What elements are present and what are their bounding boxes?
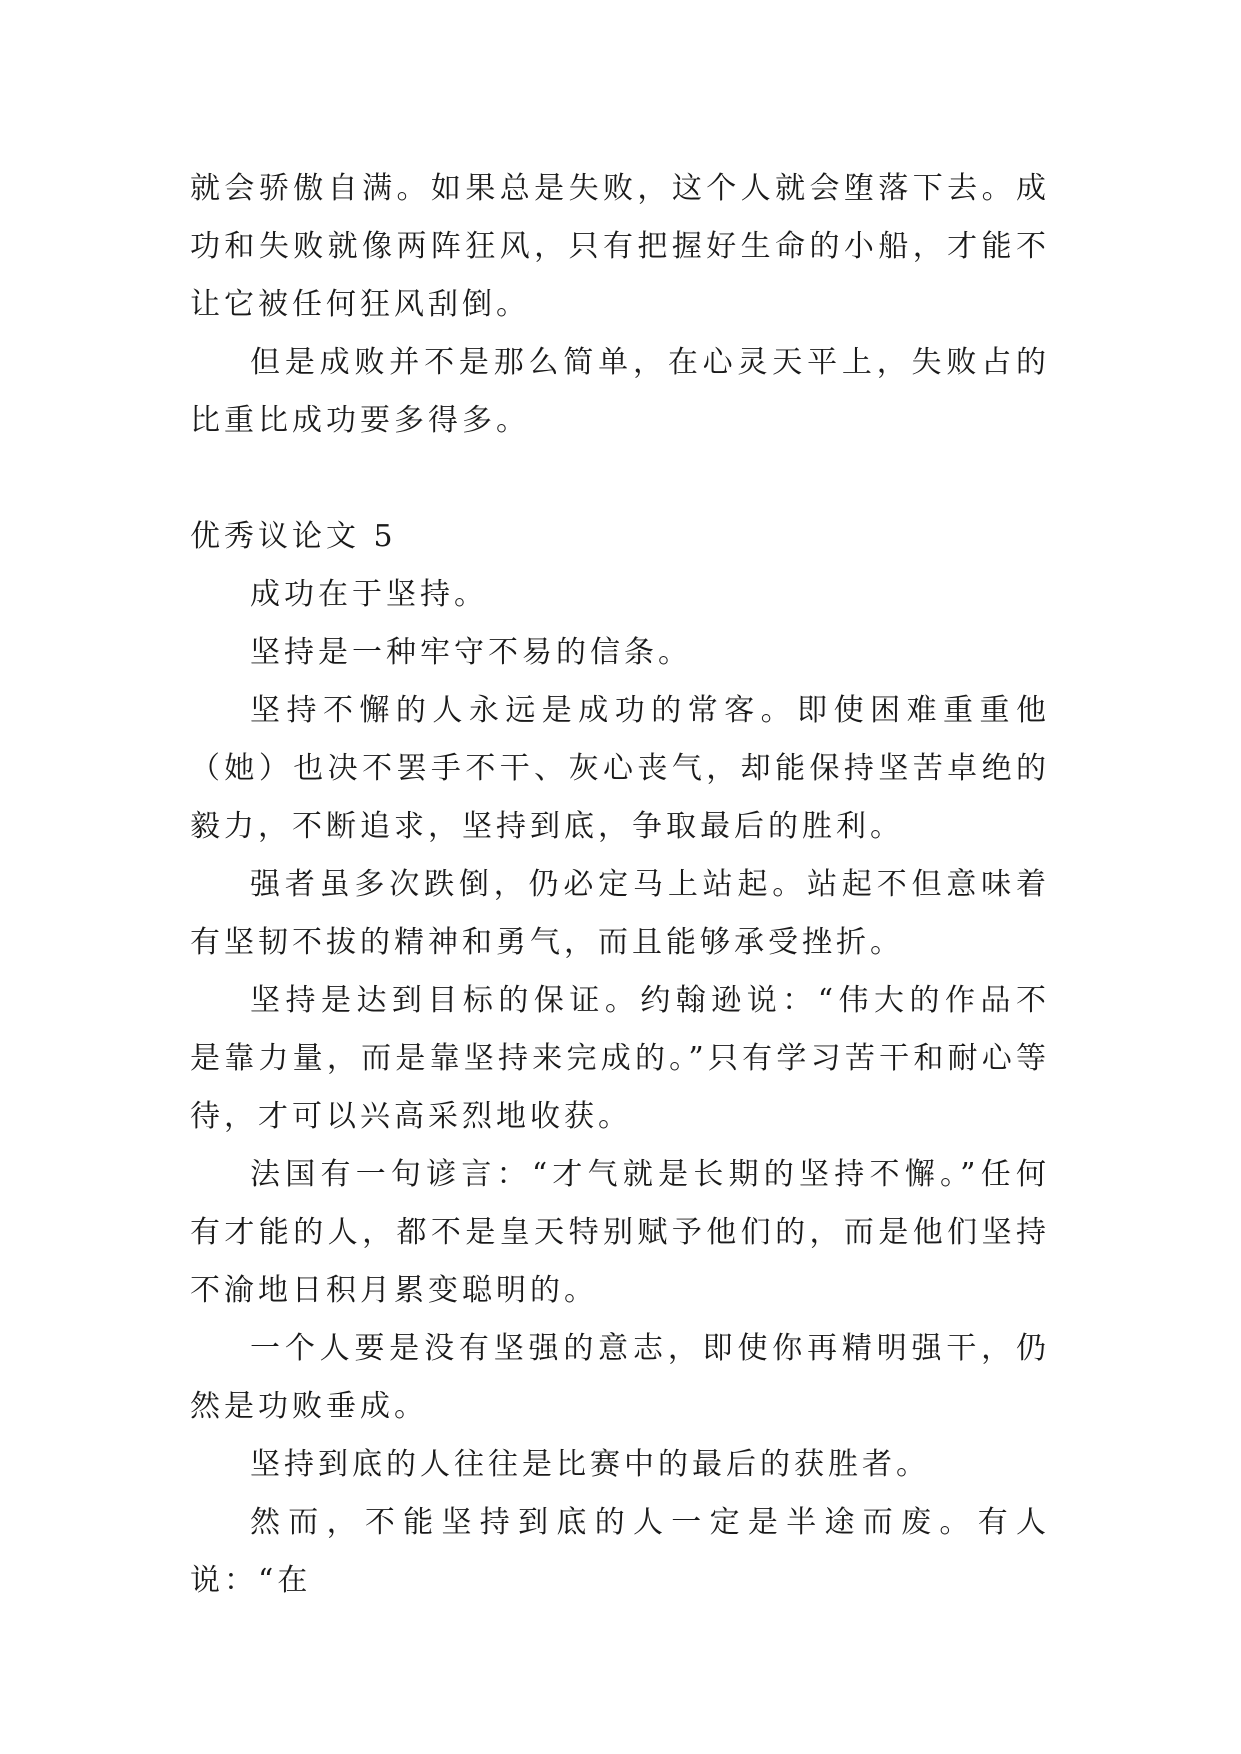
paragraph-continuation: 就会骄傲自满。如果总是失败，这个人就会堕落下去。成功和失败就像两阵狂风，只有把握好生命的小船，才能不让它被任何狂风刮倒。 xyxy=(190,171,1050,322)
paragraph: 坚持到底的人往往是比赛中的最后的获胜者。 xyxy=(250,1447,930,1482)
paragraph: 一个人要是没有坚强的意志，即使你再精明强干，仍然是功败垂成。 xyxy=(190,1331,1050,1424)
paragraph: 法国有一句谚言：“才气就是长期的坚持不懈。”任何有才能的人，都不是皇天特别赋予他们的，而是他们坚持不渝地日积月累变聪明的。 xyxy=(190,1157,1050,1308)
paragraph: 坚持是一种牢守不易的信条。 xyxy=(250,635,692,670)
paragraph: 坚持不懈的人永远是成功的常客。即使困难重重他（她）也决不罢手不干、灰心丧气，却能保持坚苦卓绝的毅力，不断追求，坚持到底，争取最后的胜利。 xyxy=(190,693,1050,844)
paragraph: 但是成败并不是那么简单，在心灵天平上，失败占的比重比成功要多得多。 xyxy=(190,345,1050,438)
paragraph: 坚持是达到目标的保证。约翰逊说：“伟大的作品不是靠力量，而是靠坚持来完成的。”只有学习苦干和耐心等待，才可以兴高采烈地收获。 xyxy=(190,983,1050,1134)
paragraph: 强者虽多次跌倒，仍必定马上站起。站起不但意味着有坚韧不拔的精神和勇气，而且能够承受挫折。 xyxy=(190,867,1050,960)
paragraph: 然而，不能坚持到底的人一定是半途而废。有人说：“在 xyxy=(190,1505,1050,1598)
section-title: 优秀议论文 5 xyxy=(190,519,397,554)
document-body xyxy=(190,160,1050,1610)
paragraph: 成功在于坚持。 xyxy=(250,577,488,612)
